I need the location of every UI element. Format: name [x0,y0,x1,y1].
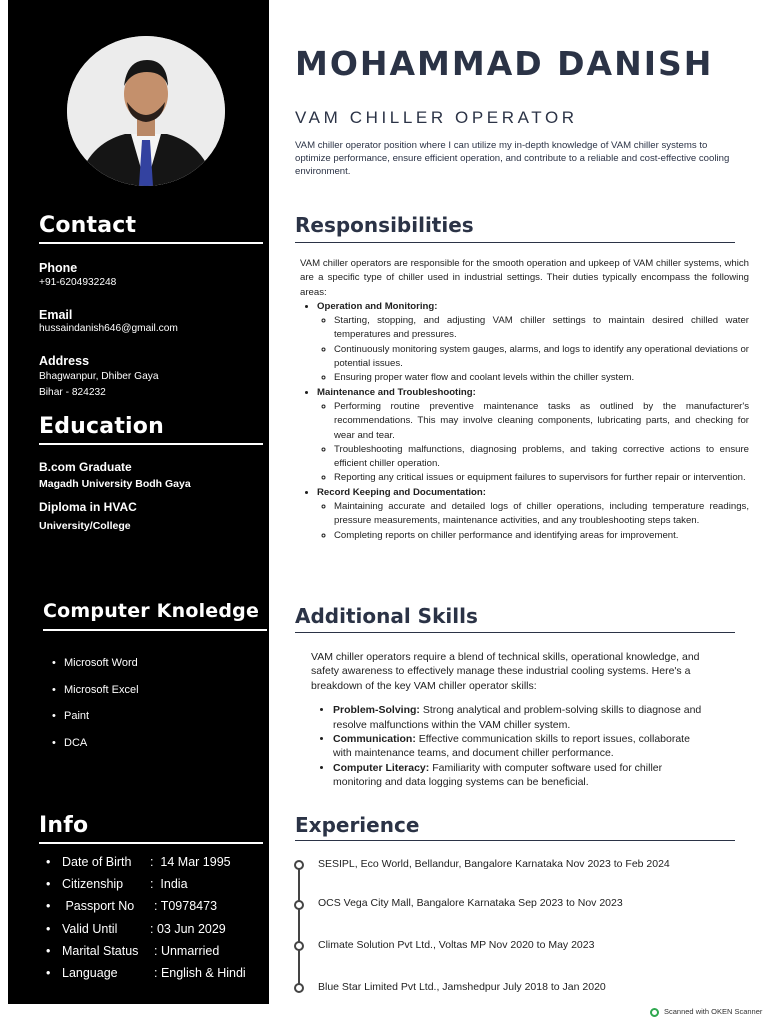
education-institution-2: University/College [39,520,131,532]
skill-item: • Problem-Solving: Strong analytical and problem-solving skills to diagnose and resolve malfunctions within the VAM chiller system. [333,703,711,732]
resp-item: ◦ Starting, stopping, and adjusting VAM chiller settings to maintain desired chilled water temperatures and pressures. [334,314,749,343]
scanner-text: Scanned with OKEN Scanner [664,1007,763,1016]
experience-item-2: OCS Vega City Mall, Bangalore Karnataka Sep 2023 to Nov 2023 [318,897,623,909]
computer-heading: Computer Knoledge [43,600,260,622]
timeline-dot [294,900,304,910]
resp-item: ◦ Completing reports on chiller performance and identifying areas for improvement. [334,529,749,543]
resp-group: • Maintenance and Troubleshooting: ◦ Performing routine preventive maintenance tasks as outlined by the manufacturer's recommendations. This may involve cleaning components, lubricating parts, and checking for wear and tear. ◦ Troubleshooting malfunctions, diagnosing problems, and taking corrective actions to ensure efficient chiller operation. ◦ Reporting any critical issues or equipment failures to supervisors for further repair or intervention. [317,386,749,486]
resp-group: • Operation and Monitoring: ◦ Starting, stopping, and adjusting VAM chiller settings to maintain desired chilled water temperatures and pressures. ◦ Continuously monitoring system gauges, alarms, and logs to identify any operational deviations or potential issues. ◦ Ensuring proper water flow and coolant levels within the chiller system. [317,300,749,386]
resp-item: ◦ Troubleshooting malfunctions, diagnosing problems, and taking corrective actions to ensure efficient chiller operation. [334,443,749,472]
address-line1: Bhagwanpur, Dhiber Gaya [39,371,159,382]
education-institution-1: Magadh University Bodh Gaya [39,478,191,490]
phone-label: Phone [39,261,78,275]
info-divider [39,842,263,844]
education-heading: Education [39,414,164,439]
timeline-dot [294,860,304,870]
education-title-2: Diploma in HVAC [39,500,137,514]
scanner-watermark [650,1007,762,1017]
sidebar: Contact Phone +91-6204932248 Email hussaindanish646@gmail.com Address Bhagwanpur, Dhiber Gaya Bihar - 824232 Education B.com Graduate Magadh University Bodh Gaya Diploma in HVAC University/College Computer Knoledge • Microsoft Word • Microsoft Excel • Paint • DCA Info • Date of Birth : 14 Mar 1995 • Citizenship : India • Passport No : T0978473 • Valid Until : 03 Jun 2029 • Marital Status : Unmarried • Language : English & Hindi [8,0,269,1004]
info-heading: Info [39,813,89,838]
responsibilities-intro: VAM chiller operators are responsible for the smooth operation and upkeep of VAM chiller systems, which are a specific type of chiller used in industrial settings. Their duties typically encompass the following areas: [300,258,749,298]
computer-item-3: • Paint [52,710,90,722]
phone-value: +91-6204932248 [39,277,117,288]
experience-divider [295,840,735,841]
computer-item-2: • Microsoft Excel [52,684,139,696]
resp-item: ◦ Reporting any critical issues or equipment failures to supervisors for further repair or intervention. [334,471,749,485]
experience-item-3: Climate Solution Pvt Ltd., Voltas MP Nov 2020 to May 2023 [318,939,595,951]
profile-photo [67,36,225,186]
timeline-dot [294,941,304,951]
education-divider [39,443,263,445]
education-title-1: B.com Graduate [39,460,132,474]
skills-body [311,650,711,790]
candidate-role: VAM CHILLER OPERATOR [295,108,578,127]
resp-item: ◦ Ensuring proper water flow and coolant levels within the chiller system. [334,371,749,385]
responsibilities-divider [295,242,735,243]
responsibilities-heading: Responsibilities [295,213,474,237]
contact-divider [39,242,263,244]
experience-item-1: SESIPL, Eco World, Bellandur, Bangalore Karnataka Nov 2023 to Feb 2024 [318,858,670,870]
skills-divider [295,632,735,633]
summary-text: VAM chiller operator position where I can utilize my in-depth knowledge of VAM chiller systems to optimize performance, ensure efficient operation, and contribute to a reliable and cost-effective cooling environment. [295,140,730,177]
skills-heading: Additional Skills [295,604,478,628]
scanner-logo-icon [650,1008,659,1017]
timeline-dot [294,983,304,993]
contact-heading: Contact [39,213,137,238]
responsibilities-body [300,257,749,543]
computer-item-4: • DCA [52,737,88,749]
experience-heading: Experience [295,813,420,837]
skills-list [311,703,711,789]
experience-item-4: Blue Star Limited Pvt Ltd., Jamshedpur July 2018 to Jan 2020 [318,981,606,993]
email-value: hussaindanish646@gmail.com [39,323,178,334]
address-line2: Bihar - 824232 [39,387,106,398]
skills-intro: VAM chiller operators require a blend of technical skills, operational knowledge, and safety awareness to effectively manage these industrial cooling systems. Here's a breakdown of the key VAM chiller operator skills: [311,651,700,692]
resp-item: ◦ Continuously monitoring system gauges, alarms, and logs to identify any operational deviations or potential issues. [334,343,749,372]
computer-divider [43,629,267,631]
skill-item: • Computer Literacy: Familiarity with computer software used for chiller monitoring and data logging systems can be beneficial. [333,761,711,790]
resp-group: • Record Keeping and Documentation: ◦ Maintaining accurate and detailed logs of chiller operations, including temperature readings, pressure measurements, maintenance activities, and any troubleshooting steps taken. ◦ Completing reports on chiller performance and identifying areas for improvement. [317,486,749,543]
computer-item-1: • Microsoft Word [52,657,138,669]
address-label: Address [39,354,90,368]
experience-timeline [298,862,300,987]
candidate-name: MOHAMMAD DANISH [295,44,714,83]
responsibilities-list [300,300,749,543]
resp-item: ◦ Performing routine preventive maintenance tasks as outlined by the manufacturer's recommendations. This may involve cleaning components, lubricating parts, and checking for wear and tear. [334,400,749,443]
email-label: Email [39,308,73,322]
resp-item: ◦ Maintaining accurate and detailed logs of chiller operations, including temperature readings, pressure measurements, maintenance activities, and any troubleshooting steps taken. [334,500,749,529]
skill-item: • Communication: Effective communication skills to report issues, collaborate with maintenance teams, and document chiller performance. [333,732,711,761]
